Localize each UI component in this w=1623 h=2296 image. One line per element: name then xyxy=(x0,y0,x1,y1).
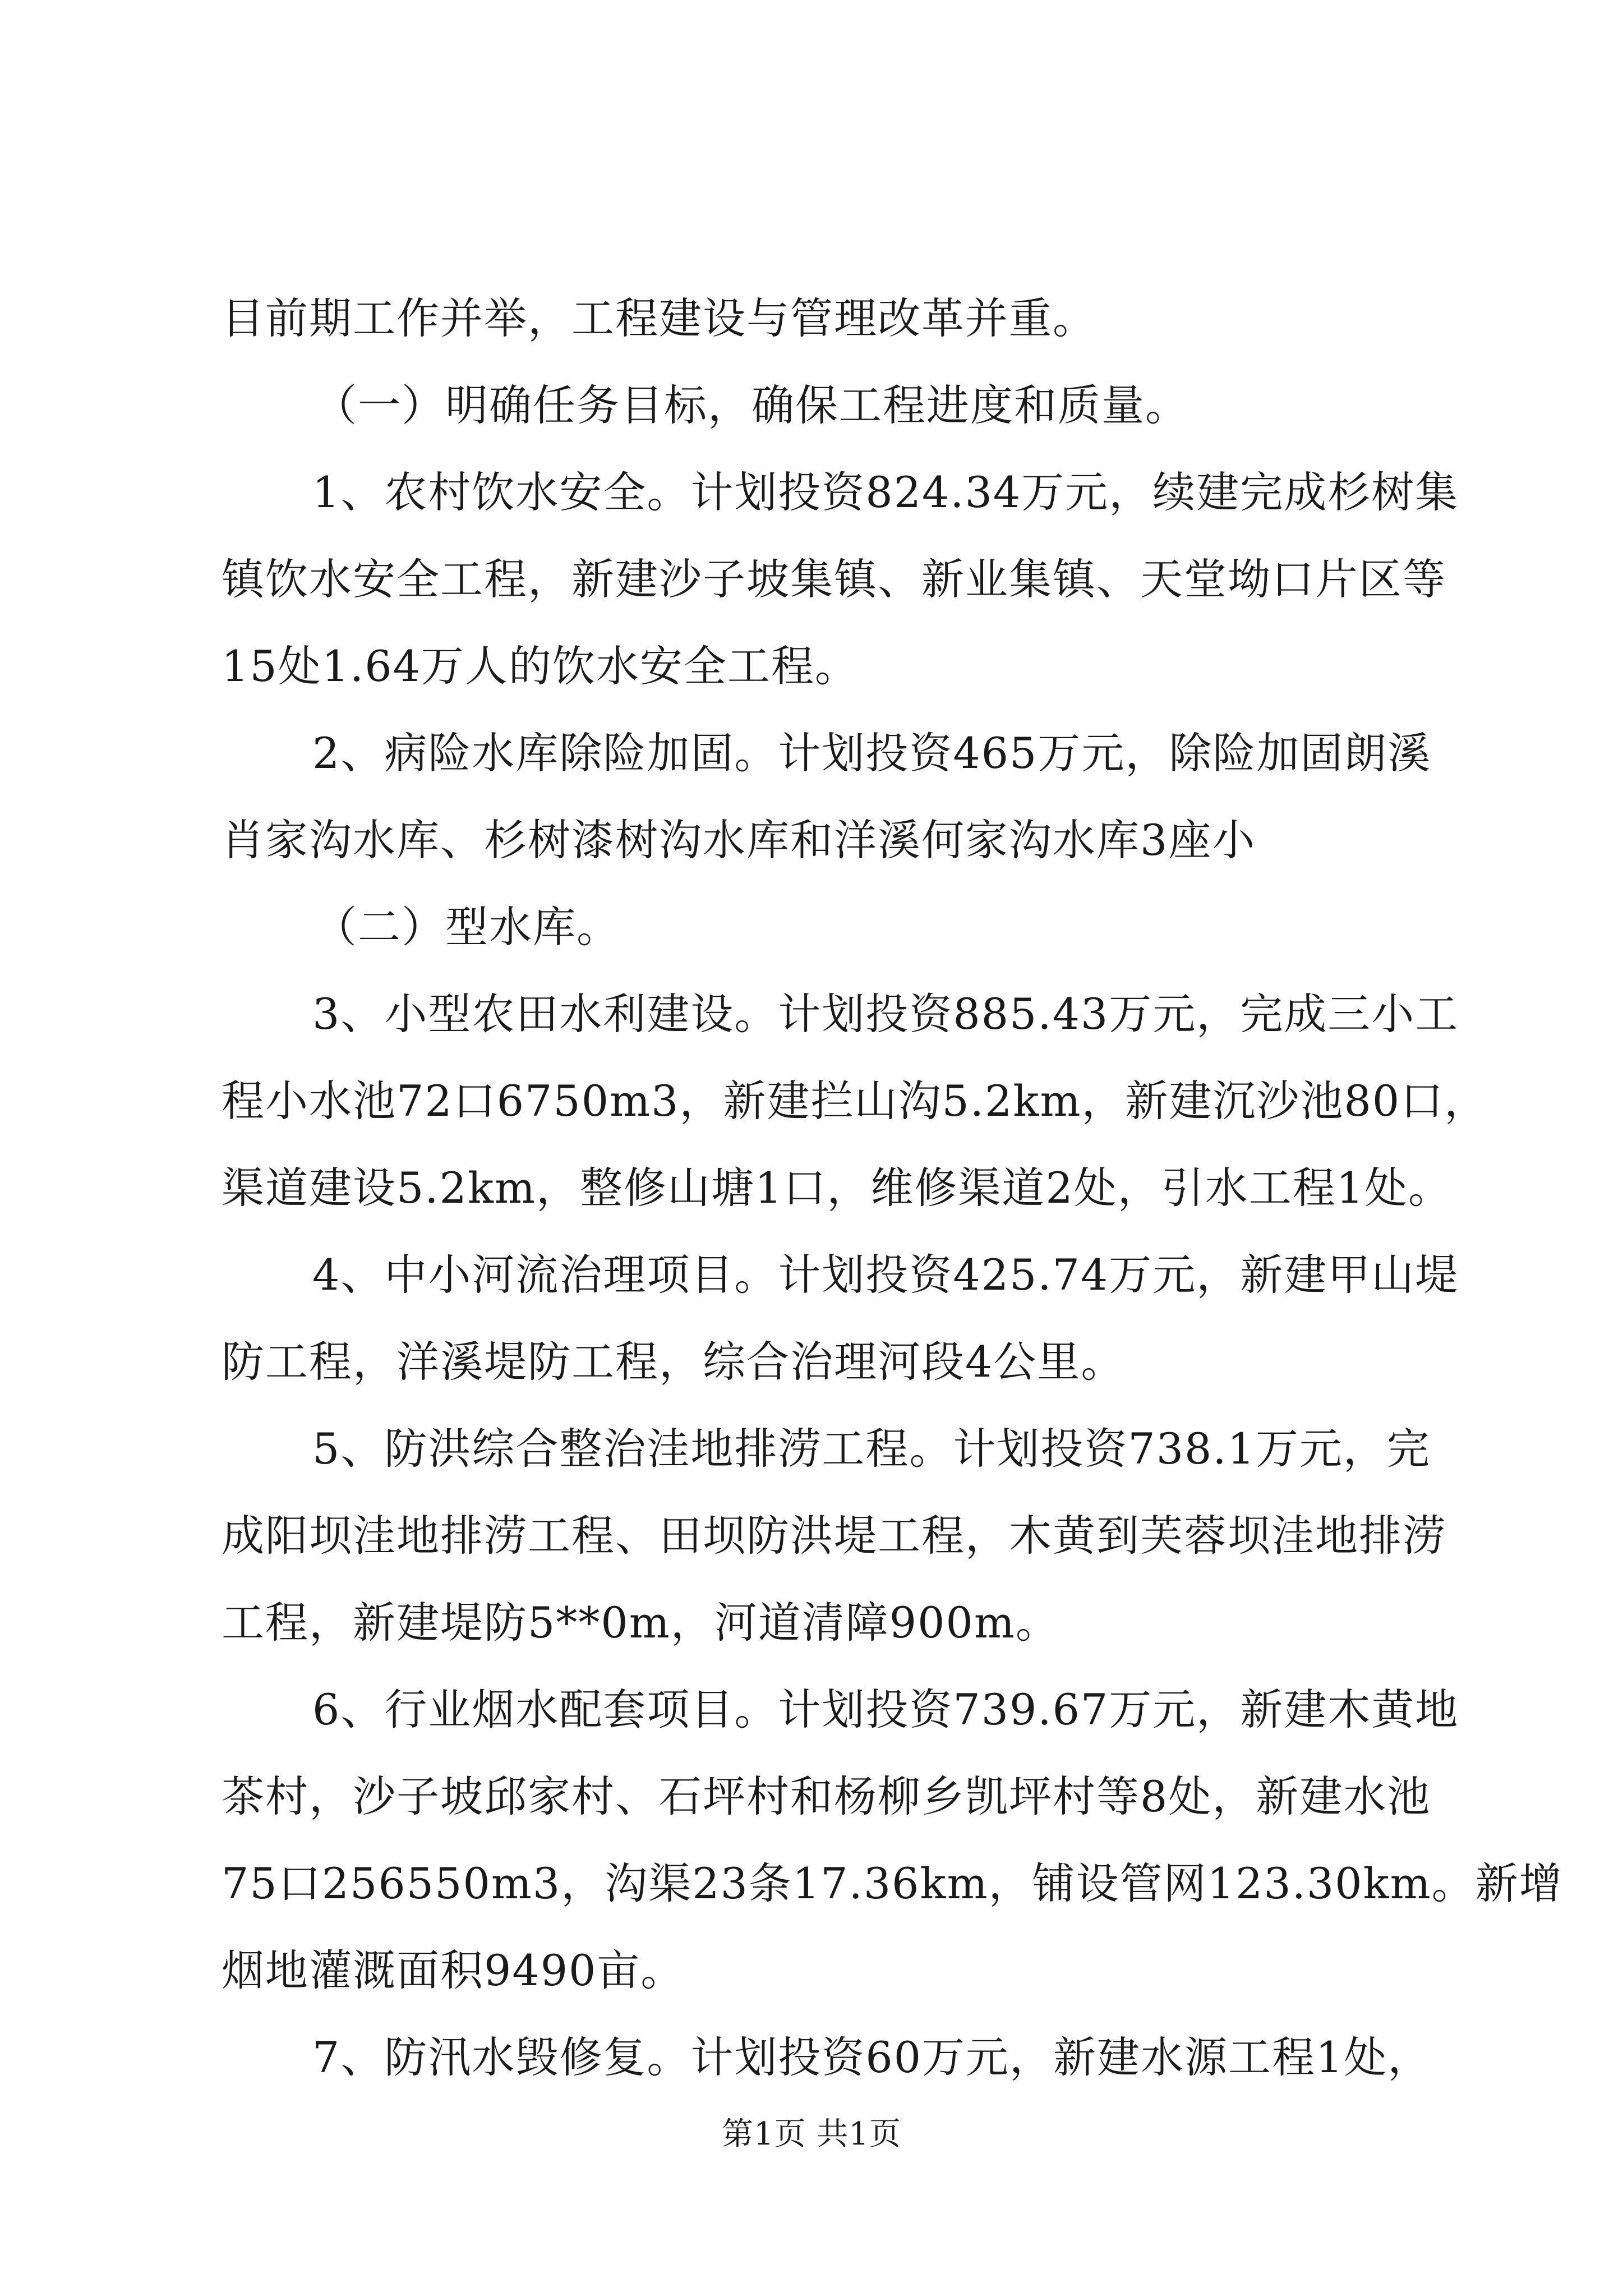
text-line: 茶村，沙子坡邱家村、石坪村和杨柳乡凯坪村等8处，新建水池 xyxy=(222,1772,1431,1821)
text-line: 成阳坝洼地排涝工程、田坝防洪堤工程，木黄到芙蓉坝洼地排涝 xyxy=(222,1511,1446,1561)
text-line: 镇饮水安全工程，新建沙子坡集镇、新业集镇、天堂坳口片区等 xyxy=(222,554,1446,604)
text-line: 渠道建设5.2km，整修山塘1口，维修渠道2处，引水工程1处。 xyxy=(222,1163,1453,1213)
text-line: 3、小型农田水利建设。计划投资885.43万元，完成三小工 xyxy=(312,989,1459,1039)
text-line: 烟地灌溉面积9490亩。 xyxy=(222,1945,685,1995)
text-line: 肖家沟水库、杉树漆树沟水库和洋溪何家沟水库3座小 xyxy=(222,815,1256,865)
text-line: 4、中小河流治理项目。计划投资425.74万元，新建甲山堤 xyxy=(312,1250,1459,1300)
text-line: 程小水池72口6750m3，新建拦山沟5.2km，新建沉沙池80口， xyxy=(222,1076,1488,1126)
text-line: 目前期工作并举，工程建设与管理改革并重。 xyxy=(222,293,1096,343)
document-body xyxy=(222,292,1563,2118)
section-heading: （二）型水库。 xyxy=(314,902,620,952)
text-line: 75口256550m3，沟渠23条17.36km，铺设管网123.30km。新增 xyxy=(222,1858,1563,1908)
text-line: 6、行业烟水配套项目。计划投资739.67万元，新建木黄地 xyxy=(312,1685,1459,1734)
section-heading: （一）明确任务目标，确保工程进度和质量。 xyxy=(314,380,1189,430)
text-line: 7、防汛水毁修复。计划投资60万元，新建水源工程1处， xyxy=(312,2032,1432,2082)
text-line: 2、病险水库除险加固。计划投资465万元，除险加固朗溪 xyxy=(312,728,1432,778)
text-line: 1、农村饮水安全。计划投资824.34万元，续建完成杉树集 xyxy=(312,467,1459,517)
text-line: 工程，新建堤防5**0m，河道清障900m。 xyxy=(222,1598,1059,1648)
text-line: 防工程，洋溪堤防工程，综合治理河段4公里。 xyxy=(222,1337,1125,1387)
page-footer: 第1页 共1页 xyxy=(721,2116,902,2152)
text-line: 15处1.64万人的饮水安全工程。 xyxy=(222,641,859,691)
text-line: 5、防洪综合整治洼地排涝工程。计划投资738.1万元，完 xyxy=(312,1424,1431,1474)
